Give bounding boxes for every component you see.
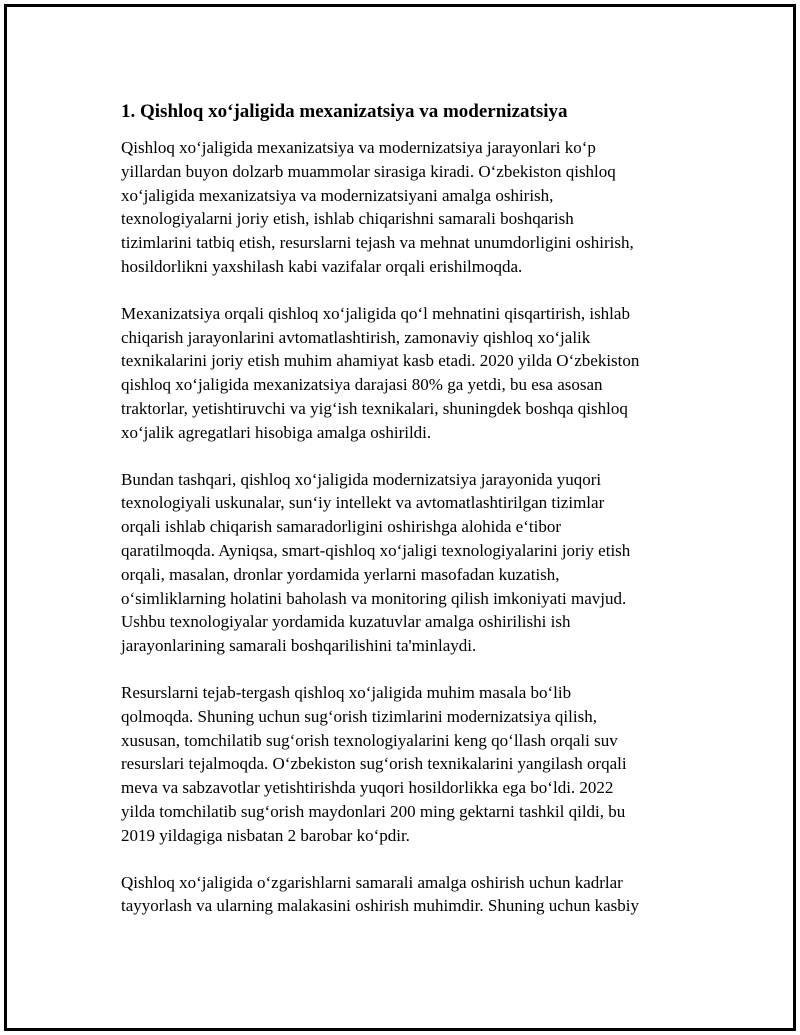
text-line: qishloq xo‘jaligida mexanizatsiya darajasi 80% ga yetdi, bu esa asosan [121, 375, 603, 395]
text-line: texnologiyali uskunalar, sun‘iy intellekt va avtomatlashtirilgan tizimlar [121, 493, 605, 513]
text-line: Qishloq xo‘jaligida mexanizatsiya va modernizatsiya jarayonlari ko‘p [121, 138, 596, 157]
text-line: Ushbu texnologiyalar yordamida kuzatuvlar amalga oshirilishi ish [121, 612, 571, 632]
section-heading: 1. Qishloq xo‘jaligida mexanizatsiya va modernizatsiya [121, 101, 568, 122]
document-body [121, 99, 701, 941]
paragraph-1 [121, 136, 701, 279]
paragraph-2 [121, 302, 701, 445]
text-line: xo‘jalik agregatlari hisobiga amalga oshirildi. [121, 422, 432, 442]
text-line: xo‘jaligida mexanizatsiya va modernizatsiyani amalga oshirish, [121, 185, 554, 205]
page-frame [4, 4, 796, 1031]
text-line: 2019 yildagiga nisbatan 2 barobar ko‘pdir. [121, 825, 410, 845]
text-line: yillardan buyon dolzarb muammolar sirasiga kiradi. O‘zbekiston qishloq [121, 161, 616, 181]
text-line: tizimlarini tatbiq etish, resurslarni tejash va mehnat unumdorligini oshirish, [121, 233, 634, 253]
paragraph-5 [121, 871, 701, 919]
text-line: resurslari tejalmoqda. O‘zbekiston sug‘orish texnikalarini yangilash orqali [121, 754, 627, 774]
text-line: meva va sabzavotlar yetishtirishda yuqori hosildorlikka ega bo‘ldi. 2022 [121, 778, 614, 798]
text-line: chiqarish jarayonlarini avtomatlashtirish, zamonaviy qishloq xo‘jalik [121, 327, 591, 347]
text-line: Mexanizatsiya orqali qishloq xo‘jaligida qo‘l mehnatini qisqartirish, ishlab [121, 303, 630, 323]
paragraph-4 [121, 681, 701, 848]
text-line: qaratilmoqda. Ayniqsa, smart-qishloq xo‘jaligi texnologiyalarini joriy etish [121, 540, 631, 560]
text-line: Qishloq xo‘jaligida o‘zgarishlarni samarali amalga oshirish uchun kadrlar [121, 872, 623, 892]
text-line: Bundan tashqari, qishloq xo‘jaligida modernizatsiya jarayonida yuqori [121, 469, 602, 489]
paragraph-3 [121, 468, 701, 658]
text-line: texnologiyalarni joriy etish, ishlab chiqarishni samarali boshqarish [121, 209, 574, 229]
text-line: orqali, masalan, dronlar yordamida yerlarni masofadan kuzatish, [121, 564, 560, 584]
text-line: Resurslarni tejab-tergash qishloq xo‘jaligida muhim masala bo‘lib [121, 682, 572, 702]
text-line: qolmoqda. Shuning uchun sug‘orish tizimlarini modernizatsiya qilish, [121, 706, 597, 726]
text-line: yilda tomchilatib sug‘orish maydonlari 200 ming gektarni tashkil qildi, bu [121, 801, 626, 821]
text-line: texnikalarini joriy etish muhim ahamiyat kasb etadi. 2020 yilda O‘zbekiston [121, 351, 640, 371]
text-line: o‘simliklarning holatini baholash va monitoring qilish imkoniyati mavjud. [121, 588, 627, 608]
text-line: traktorlar, yetishtiruvchi va yig‘ish texnikalari, shuningdek boshqa qishloq [121, 398, 628, 418]
text-line: tayyorlash va ularning malakasini oshirish muhimdir. Shuning uchun kasbiy [121, 896, 639, 916]
text-line: xususan, tomchilatib sug‘orish texnologiyalarini keng qo‘llash orqali suv [121, 730, 618, 750]
text-line: orqali ishlab chiqarish samaradorligini oshirishga alohida e‘tibor [121, 517, 561, 537]
text-line: jarayonlarining samarali boshqarilishini ta'minlaydi. [121, 636, 477, 656]
text-line: hosildorlikni yaxshilash kabi vazifalar orqali erishilmoqda. [121, 256, 523, 276]
